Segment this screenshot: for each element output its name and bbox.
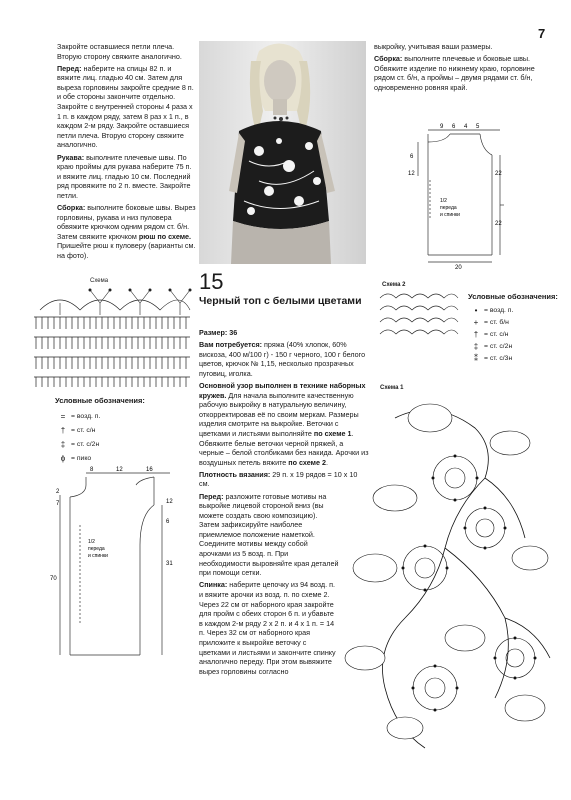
paragraph-materials [199,340,369,378]
legend-item [468,316,558,328]
legend-symbol: = [60,411,66,421]
dim-label: 22 [495,171,502,177]
dim-label: 12 [408,171,415,177]
scheme1-chart [335,388,560,758]
paragraph-text: выкройку, учитывая ваши размеры. [374,42,493,51]
piece-label: переда [88,546,105,552]
section-number: 15 [199,269,224,294]
legend-item [468,352,558,364]
size-line: Размер: 36 [199,328,238,337]
paragraph-text: выполните плечевые и боковые швы. Обвяжите изделие по нижнему краю, горловине рядом ст. б/н, а проймы – двумя рядами ст. б/н, одновременно ровняя край. [374,54,535,92]
paragraph-assembly [374,54,536,92]
paragraph-text: Закройте оставшиеся петли плеча. Вторую сторону свяжите аналогично. [57,42,182,61]
paragraph-text: выполните плечевые швы. По краю проймы для рукава наберите 75 п. и вяжите лиц. гладью 10 см. Последний ряд провяжите по 2 п. вместе. Закройте петли. [57,152,192,200]
dim-label: 6 [452,124,456,130]
paragraph-text: Пришейте рюш к пуловеру (варианты см. на фото). [57,241,196,260]
legend-item [55,451,185,465]
piece-label: 1/2 [88,539,95,545]
legend-item [468,328,558,340]
paragraph-text: разложите готовые мотивы на выкройке лицевой стороной вниз (вы можете создать свою композицию). Затем зафиксируйте наиболее приемлемое положение наметкой. Соедините мотивы между собой арочками из 5 возд. п. При необходимости выровняйте края деталей при помощи сетки. [199,491,339,578]
paragraph-text: . Обвяжите белые веточки черной пряжей, а черные – белой столбиками без накида. Арочки из воздушных петель вяжите [199,428,369,467]
piece-label: и спинки [440,212,460,218]
dim-label: 4 [464,124,468,130]
paragraph-heading: Рукава: [57,152,85,162]
paragraph-heading: Основной узор выполнен в технике наборных кружев. [199,380,366,400]
legend-label: = ст. с/3н [484,354,513,362]
paragraph-heading: Перед: [57,63,82,73]
scheme2-chart [376,290,461,340]
legend-symbol: † [60,425,66,435]
section-title: Черный топ с белыми цветами [199,295,362,307]
dim-label: 22 [495,221,502,227]
paragraph-heading: Перед: [199,491,224,501]
paragraph-heading: Вам потребуется: [199,340,263,350]
paragraph-back [199,580,339,676]
dim-label: 8 [90,467,94,473]
dim-label: 7 [56,501,60,507]
paragraph-text: наберите на спицы 82 п. и вяжите лиц. гладью 40 см. Затем для выреза горловины закройте средние 8 п. и обе стороны закончите отдельно. Закройте с внутренней стороны 4 раза х 1 п. в каждом ряду, затем 8 раз х 1 п., в каждом 2-м ряду. Закройте оставшиеся петли плеча. Вторую сторону свяжите аналогично. [57,63,194,150]
pattern-diagram-top [400,120,510,270]
scheme2-title: Схема 2 [382,282,406,288]
piece-label: 1/2 [440,198,447,204]
paragraph-text: наберите цепочку из 94 возд. п. и вяжите арочки из возд. п. по схеме 2. Через 22 см от наборного края закройте для пройм с обеих сторон 6 п. и убавьте в каждом 2-м ряду 2 х 2 п. и 4 х 1 п. = 14 п. Через 32 см от наборного края приложите к выкройке веточку с цветками и листьями и закончите спинку аналогично переду. При этом вывяжите вырез горловины согласно [199,580,336,676]
legend-title: Условные обозначения: [55,396,145,405]
paragraph-assembly [57,203,197,261]
right-column-top-text [374,42,536,95]
dim-label: 6 [166,519,170,525]
dim-label: 12 [166,499,173,505]
legend-item [55,423,185,437]
model-photo [199,41,366,264]
legend-label: = возд. п. [71,412,101,420]
dim-label: 9 [440,124,444,130]
dim-label: 16 [146,467,153,473]
dim-label: 12 [116,467,123,473]
paragraph-bold: по схеме 1 [313,428,352,438]
paragraph-bold: по схеме 2 [288,457,326,467]
left-column-text [57,42,197,263]
paragraph [57,42,197,61]
legend-left [55,396,185,465]
paragraph-text: выполните боковые швы. Вырез горловины, рукава и низ пуловера обвяжите крючком одним рядом ст. б/н. Затем свяжите крючком [57,203,196,241]
paragraph-main: Основной узор выполнен в технике наборных кружев. Для начала выполните качественную рабочую выкройку в натуральную величину, откорректировав её по своим меркам. Размеры изделия смотрите на выкройке. Веточки с цветками и листьями выполняйте по схеме 1. Обвяжите белые веточки черной пряжей, а черные – белой столбиками без накида. Арочки из воздушных петель вяжите по схеме 2. [199,380,369,467]
legend-label: = ст. б/н [484,318,509,326]
legend-symbol: ‡ [60,439,66,449]
chain-icon: • [474,305,478,315]
paragraph-text: 29 п. х 19 рядов = 10 х 10 см. [199,469,358,489]
piece-label: переда [440,205,457,211]
legend-symbol: ɸ [60,453,66,463]
paragraph-text: пряжа (40% хлопок, 60% вискоза, 400 м/100 г) - 150 г черного, 100 г белого цветов, крючок № 1,15, несколько прозрачных пуговиц, иголка. [199,340,366,378]
paragraph-heading: Спинка: [199,580,228,590]
tr-icon: ‡ [473,341,479,351]
piece-label: и спинки [88,553,108,559]
dtr-icon: ⁑ [474,353,478,363]
paragraph-sleeves [57,153,197,201]
legend-label: = ст. с/2н [71,440,100,448]
legend-item [55,409,185,423]
dim-label: 70 [50,576,57,582]
paragraph-heading: Плотность вязания: [199,469,271,479]
legend-right [468,292,558,364]
scheme-left-chart [30,285,195,390]
pattern-diagram-bottom [50,465,200,665]
legend-label: = пико [71,454,92,462]
paragraph-bold: рюш по схеме. [138,231,192,241]
dim-label: 2 [56,489,60,495]
dim-label: 20 [455,265,462,270]
legend-item [468,304,558,316]
dim-label: 31 [166,561,173,567]
legend-label: = ст. с/2н [484,342,513,350]
legend-label: = ст. с/н [71,426,96,434]
legend-item [468,340,558,352]
legend-label: = возд. п. [484,306,514,314]
sc-icon: + [473,317,479,327]
scheme-left-title: Схема [90,278,109,284]
dc-icon: † [473,329,479,339]
page-number: 7 [538,26,546,41]
legend-item [55,437,185,451]
paragraph-text: Для начала выполните качественную рабочую выкройку в натуральную величину, откорректировав её по своим меркам. Размеры изделия смотрите на выкройке. Веточки с цветками и листьями выполняйте [199,390,359,438]
legend-label: = ст. с/н [484,330,509,338]
dim-label: 6 [410,154,414,160]
paragraph [374,42,536,52]
model-photo-illustration [199,41,366,264]
paragraph-front [199,492,339,578]
paragraph-heading: Сборка: [57,203,86,212]
legend-title: Условные обозначения: [468,292,558,301]
paragraph-heading: Сборка: [374,54,403,64]
scheme1-title: Схема 1 [380,385,404,391]
paragraph-front [57,64,197,150]
dim-label: 5 [476,124,480,130]
